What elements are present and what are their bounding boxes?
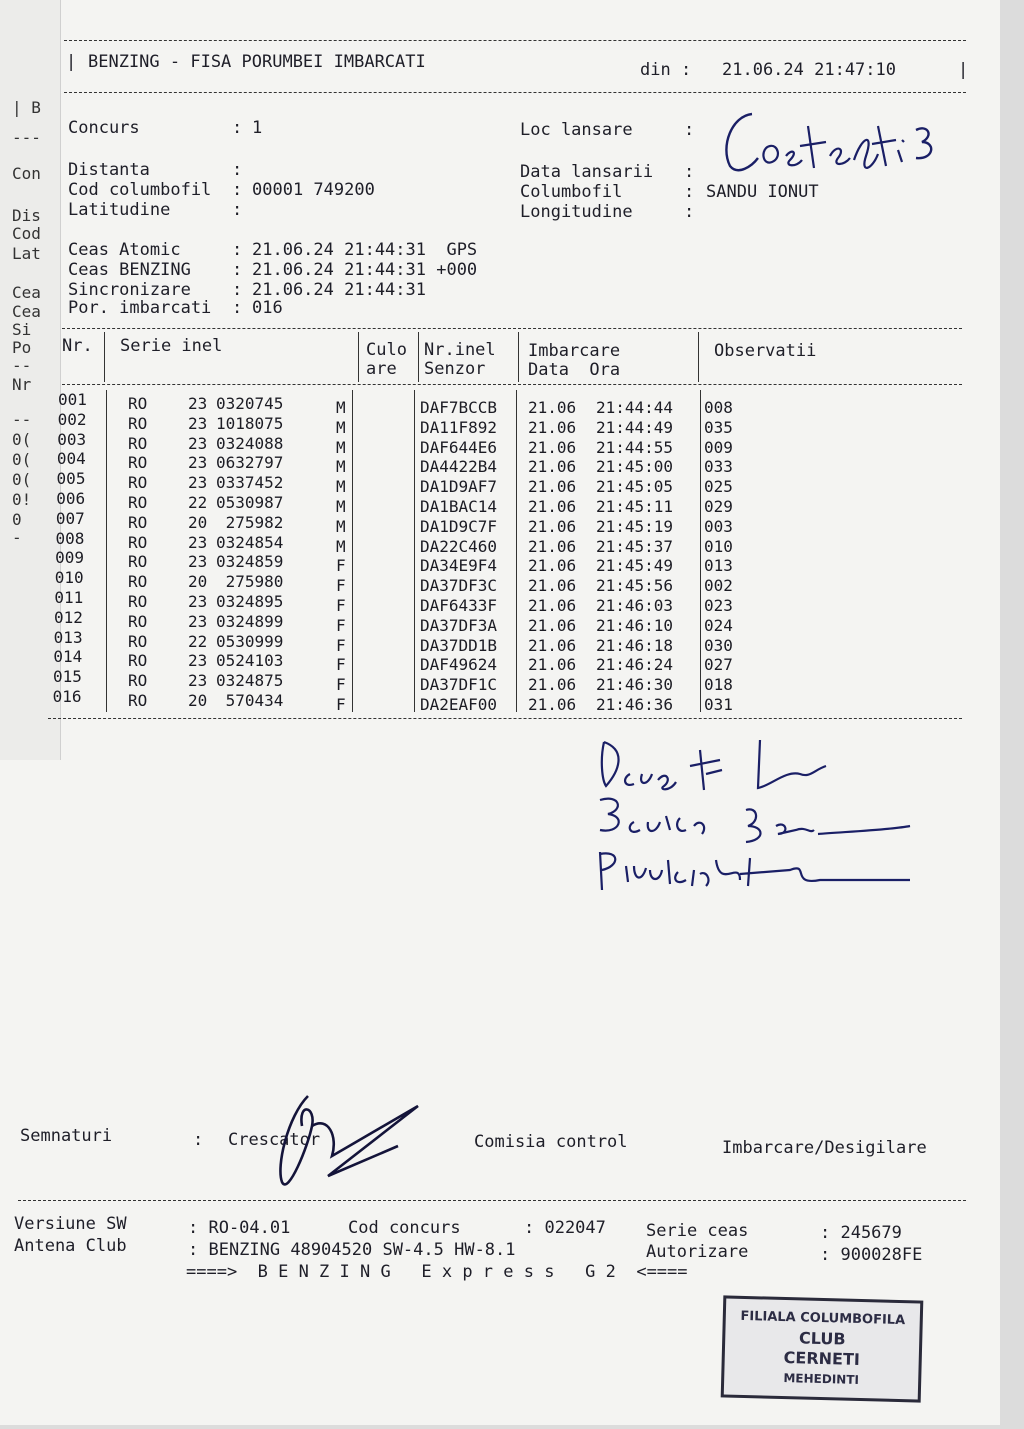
cell-observatii: 023 bbox=[704, 596, 733, 615]
under-sheet-fragment: 0! bbox=[12, 490, 32, 509]
cell-sex: F bbox=[336, 635, 346, 655]
cell-data: 21.06 bbox=[528, 457, 577, 477]
cell-ora: 21:46:18 bbox=[596, 635, 674, 655]
cell-tara: RO bbox=[128, 592, 148, 611]
cell-sex: F bbox=[336, 556, 346, 576]
cell-senzor: DA37DF3A bbox=[420, 615, 498, 635]
cell-ora: 21:46:24 bbox=[596, 655, 674, 675]
cell-nr: 009 bbox=[55, 548, 85, 568]
cell-sex: M bbox=[336, 398, 346, 417]
under-sheet-fragment: Nr bbox=[12, 375, 32, 394]
cell-tara: RO bbox=[128, 453, 148, 473]
cell-observatii: 033 bbox=[704, 457, 733, 477]
cell-serie: 0632797 bbox=[216, 453, 284, 473]
cell-ora: 21:45:37 bbox=[596, 536, 674, 556]
table-header-border bbox=[62, 384, 962, 385]
under-sheet-fragment: - bbox=[12, 528, 22, 547]
cell-serie: 0324895 bbox=[216, 592, 284, 611]
info-sep-right: : bbox=[684, 182, 695, 202]
signature-imbarcare-label: Imbarcare/Desigilare bbox=[722, 1138, 927, 1158]
cell-serie: 0324854 bbox=[216, 532, 284, 552]
cell-an: 23 bbox=[188, 473, 208, 493]
cell-sex: M bbox=[336, 516, 346, 536]
stamp-line-1: FILIALA COLUMBOFILA bbox=[740, 1308, 906, 1329]
cell-sex: M bbox=[336, 497, 346, 516]
cell-ora: 21:45:05 bbox=[596, 477, 674, 497]
cell-tara: RO bbox=[128, 651, 148, 671]
cell-ora: 21:44:44 bbox=[596, 398, 674, 417]
cell-an: 22 bbox=[188, 493, 208, 512]
footer-serie-ceas-label: Serie ceas bbox=[646, 1221, 749, 1241]
cell-nr: 016 bbox=[52, 687, 82, 706]
cell-ora: 21:46:30 bbox=[596, 675, 674, 695]
info-value-right: SANDU IONUT bbox=[706, 182, 819, 202]
cell-data: 21.06 bbox=[528, 655, 577, 675]
stamp-line-3: CERNETI bbox=[783, 1348, 861, 1369]
cell-senzor: DA2EAF00 bbox=[420, 695, 498, 714]
cell-observatii: 013 bbox=[704, 556, 733, 576]
info-sep-left: : bbox=[232, 118, 243, 138]
header-bottom-border bbox=[64, 92, 966, 93]
signature-comisia-label: Comisia control bbox=[474, 1132, 628, 1152]
footer-versiune-value: : RO-04.01 bbox=[188, 1218, 291, 1238]
info-sep-left: : bbox=[232, 200, 243, 220]
footer-autorizare-label: Autorizare bbox=[646, 1242, 749, 1262]
cell-senzor: DAF6433F bbox=[420, 596, 498, 615]
cell-ora: 21:45:56 bbox=[596, 576, 674, 596]
cell-ora: 21:44:55 bbox=[596, 437, 674, 457]
cell-nr: 006 bbox=[56, 489, 86, 508]
cell-senzor: DA34E9F4 bbox=[420, 556, 498, 576]
cell-data: 21.06 bbox=[528, 615, 577, 635]
cell-serie: 0324875 bbox=[216, 671, 284, 691]
cell-an: 23 bbox=[188, 413, 208, 433]
under-sheet-fragment: Cea bbox=[12, 283, 41, 302]
info-sep-left: : bbox=[232, 298, 243, 318]
cell-tara: RO bbox=[128, 631, 148, 651]
under-sheet-fragment: 0( bbox=[12, 430, 32, 449]
handwritten-location bbox=[712, 96, 942, 180]
info-sep-right: : bbox=[684, 120, 695, 140]
cell-serie: 0530987 bbox=[216, 493, 284, 512]
cell-observatii: 009 bbox=[704, 437, 733, 457]
table-bottom-border bbox=[48, 718, 962, 719]
under-sheet-fragment: | B bbox=[12, 98, 41, 117]
info-label-left: Distanta bbox=[68, 160, 150, 180]
cell-senzor: DA11F892 bbox=[420, 417, 498, 437]
cell-serie: 0324859 bbox=[216, 552, 284, 572]
cell-tara: RO bbox=[128, 493, 148, 512]
cell-data: 21.06 bbox=[528, 477, 577, 497]
cell-nr: 007 bbox=[55, 508, 85, 528]
cell-sex: F bbox=[336, 615, 346, 635]
cell-tara: RO bbox=[128, 413, 148, 433]
handwritten-notes bbox=[590, 730, 930, 900]
cell-observatii: 035 bbox=[704, 417, 733, 437]
cell-data: 21.06 bbox=[528, 536, 577, 556]
cell-ora: 21:46:36 bbox=[596, 695, 674, 714]
cell-serie: 275982 bbox=[216, 512, 284, 532]
cell-observatii: 002 bbox=[704, 576, 733, 596]
cell-sex: M bbox=[336, 457, 346, 477]
cell-sex: M bbox=[336, 477, 346, 497]
cell-tara: RO bbox=[128, 532, 148, 552]
cell-an: 23 bbox=[188, 552, 208, 572]
cell-sex: F bbox=[336, 576, 346, 596]
under-sheet-fragment: 0( bbox=[12, 470, 32, 489]
cell-observatii: 031 bbox=[704, 695, 733, 714]
cell-tara: RO bbox=[128, 691, 148, 710]
info-label-left: Sincronizare bbox=[68, 280, 191, 300]
under-sheet-fragment: Po bbox=[12, 338, 32, 357]
cell-nr: 014 bbox=[53, 647, 83, 667]
cell-nr: 003 bbox=[57, 429, 87, 449]
cell-ora: 21:46:10 bbox=[596, 615, 674, 635]
header-culoare-1: Culo bbox=[366, 340, 407, 360]
cell-tara: RO bbox=[128, 572, 148, 592]
cell-ora: 21:44:49 bbox=[596, 417, 674, 437]
cell-data: 21.06 bbox=[528, 675, 577, 695]
under-sheet-fragment: Lat bbox=[12, 244, 41, 263]
footer-banner: ====> B E N Z I N G E x p r e s s G 2 <==== bbox=[186, 1262, 688, 1282]
cell-senzor: DA4422B4 bbox=[420, 457, 498, 477]
stamp-line-4: MEHEDINTI bbox=[783, 1371, 860, 1387]
cell-data: 21.06 bbox=[528, 417, 577, 437]
cell-data: 21.06 bbox=[528, 556, 577, 576]
cell-sex: F bbox=[336, 675, 346, 695]
cell-ora: 21:45:19 bbox=[596, 516, 674, 536]
cell-nr: 002 bbox=[57, 409, 87, 429]
stamp-line-2: CLUB bbox=[798, 1328, 846, 1349]
club-stamp bbox=[721, 1295, 924, 1402]
header-imbarcare-1: Imbarcare bbox=[528, 341, 621, 361]
info-sep-left: : bbox=[232, 240, 243, 260]
cell-senzor: DA1D9C7F bbox=[420, 516, 498, 536]
under-sheet-fragment: Cod bbox=[12, 224, 41, 243]
cell-serie: 275980 bbox=[216, 572, 284, 592]
header-bar-right: | bbox=[958, 60, 969, 80]
cell-nr: 013 bbox=[53, 627, 83, 647]
under-sheet-fragment: Cea bbox=[12, 302, 41, 321]
cell-senzor: DA37DF1C bbox=[420, 675, 498, 695]
cell-serie: 0320745 bbox=[216, 394, 284, 413]
cell-ora: 21:45:00 bbox=[596, 457, 674, 477]
cell-observatii: 010 bbox=[704, 536, 733, 556]
cell-observatii: 030 bbox=[704, 635, 733, 655]
header-top-border bbox=[64, 40, 966, 41]
col-divider-senzor-body bbox=[516, 390, 517, 712]
info-label-right: Longitudine bbox=[520, 202, 633, 222]
cell-serie: 0530999 bbox=[216, 631, 284, 651]
signatures-sep: : bbox=[193, 1130, 204, 1150]
cell-senzor: DA37DF3C bbox=[420, 576, 498, 596]
footer-antena-label: Antena Club bbox=[14, 1236, 127, 1256]
info-value-left: 1 bbox=[252, 118, 263, 138]
info-value-left: 21.06.24 21:44:31 bbox=[252, 280, 426, 300]
footer-top-border bbox=[18, 1200, 966, 1201]
info-sep-left: : bbox=[232, 260, 243, 280]
col-divider-senzor bbox=[518, 332, 519, 382]
cell-data: 21.06 bbox=[528, 516, 577, 536]
cell-an: 23 bbox=[188, 651, 208, 671]
cell-an: 20 bbox=[188, 572, 208, 592]
cell-senzor: DA37DD1B bbox=[420, 635, 498, 655]
info-value-left: 21.06.24 21:44:31 GPS bbox=[252, 240, 478, 260]
cell-an: 20 bbox=[188, 691, 208, 710]
cell-tara: RO bbox=[128, 473, 148, 493]
cell-tara: RO bbox=[128, 552, 148, 572]
col-divider-culoare bbox=[418, 332, 419, 382]
header-imbarcare-2: Data Ora bbox=[528, 360, 621, 380]
col-divider-nr bbox=[104, 332, 105, 382]
cell-tara: RO bbox=[128, 671, 148, 691]
cell-serie: 570434 bbox=[216, 691, 284, 710]
footer-versiune-label: Versiune SW bbox=[14, 1214, 127, 1234]
under-sheet-fragment: -- bbox=[12, 410, 32, 429]
header-date-label: din : bbox=[640, 60, 692, 80]
cell-sex: M bbox=[336, 536, 346, 556]
cell-ora: 21:46:03 bbox=[596, 596, 674, 615]
cell-nr: 001 bbox=[58, 390, 87, 409]
cell-data: 21.06 bbox=[528, 398, 577, 417]
cell-an: 23 bbox=[188, 592, 208, 611]
header-bar-left: | bbox=[66, 52, 77, 72]
cell-ora: 21:45:11 bbox=[596, 497, 674, 516]
cell-observatii: 018 bbox=[704, 675, 733, 695]
header-serie-inel: Serie inel bbox=[120, 336, 223, 356]
cell-an: 23 bbox=[188, 611, 208, 631]
cell-serie: 1018075 bbox=[216, 413, 284, 433]
col-divider-imbarcare-body bbox=[700, 390, 701, 712]
col-divider-serie-body bbox=[352, 390, 353, 712]
cell-observatii: 027 bbox=[704, 655, 733, 675]
cell-observatii: 003 bbox=[704, 516, 733, 536]
cell-sex: F bbox=[336, 655, 346, 675]
under-sheet-fragment: 0 bbox=[12, 510, 22, 529]
cell-serie: 0524103 bbox=[216, 651, 284, 671]
info-sep-left: : bbox=[232, 280, 243, 300]
cell-data: 21.06 bbox=[528, 695, 577, 714]
cell-observatii: 024 bbox=[704, 615, 733, 635]
info-value-left: 21.06.24 21:44:31 +000 bbox=[252, 260, 478, 280]
footer-autorizare-value: : 900028FE bbox=[820, 1245, 923, 1265]
cell-nr: 011 bbox=[54, 588, 84, 607]
cell-serie: 0324088 bbox=[216, 433, 284, 453]
cell-data: 21.06 bbox=[528, 635, 577, 655]
under-sheet-fragment: -- bbox=[12, 356, 32, 375]
cell-sex: M bbox=[336, 417, 346, 437]
cell-nr: 005 bbox=[56, 469, 86, 489]
cell-an: 23 bbox=[188, 433, 208, 453]
info-label-left: Latitudine bbox=[68, 200, 171, 220]
table-top-border bbox=[62, 328, 962, 329]
info-label-left: Ceas BENZING bbox=[68, 260, 191, 280]
cell-an: 23 bbox=[188, 453, 208, 473]
header-date-value: 21.06.24 21:47:10 bbox=[722, 60, 896, 80]
cell-sex: F bbox=[336, 695, 346, 714]
cell-data: 21.06 bbox=[528, 596, 577, 615]
header-culoare-2: are bbox=[366, 359, 397, 379]
cell-an: 22 bbox=[188, 631, 208, 651]
col-divider-imbarcare bbox=[698, 332, 699, 382]
cell-nr: 004 bbox=[56, 449, 86, 469]
cell-ora: 21:45:49 bbox=[596, 556, 674, 576]
cell-observatii: 029 bbox=[704, 497, 733, 516]
header-title: BENZING - FISA PORUMBEI IMBARCATI bbox=[88, 52, 426, 72]
info-sep-right: : bbox=[684, 202, 695, 222]
cell-nr: 012 bbox=[54, 607, 83, 627]
cell-senzor: DA22C460 bbox=[420, 536, 498, 556]
footer-serie-ceas-value: : 245679 bbox=[820, 1223, 902, 1243]
info-label-left: Concurs bbox=[68, 118, 140, 138]
cell-nr: 010 bbox=[54, 568, 84, 588]
info-label-left: Por. imbarcati bbox=[68, 298, 212, 318]
info-value-left: 00001 749200 bbox=[252, 180, 375, 200]
col-divider-nr-body bbox=[106, 390, 107, 712]
info-label-right: Loc lansare bbox=[520, 120, 633, 140]
info-value-left: 016 bbox=[252, 298, 283, 318]
col-divider-serie bbox=[358, 332, 359, 382]
cell-an: 20 bbox=[188, 512, 208, 532]
crescator-signature bbox=[268, 1086, 428, 1196]
cell-senzor: DA1D9AF7 bbox=[420, 477, 498, 497]
header-observatii: Observatii bbox=[714, 341, 817, 361]
cell-tara: RO bbox=[128, 394, 148, 413]
info-label-right: Data lansarii bbox=[520, 162, 654, 182]
info-label-left: Cod columbofil bbox=[68, 180, 212, 200]
cell-observatii: 025 bbox=[704, 477, 733, 497]
cell-senzor: DA1BAC14 bbox=[420, 497, 498, 516]
signatures-label: Semnaturi bbox=[20, 1126, 113, 1146]
under-sheet-fragment: Con bbox=[12, 164, 41, 183]
info-sep-right: : bbox=[684, 162, 695, 182]
under-sheet-fragment: 0( bbox=[12, 450, 32, 469]
cell-serie: 0337452 bbox=[216, 473, 284, 493]
cell-an: 23 bbox=[188, 671, 208, 691]
cell-data: 21.06 bbox=[528, 497, 577, 516]
cell-senzor: DAF7BCCB bbox=[420, 398, 498, 417]
cell-data: 21.06 bbox=[528, 437, 577, 457]
under-sheet-fragment: Si bbox=[12, 320, 32, 339]
signature-crescator-label: Crescator bbox=[228, 1130, 321, 1150]
cell-tara: RO bbox=[128, 433, 148, 453]
cell-nr: 008 bbox=[55, 528, 85, 548]
footer-cod-concurs-value: : 022047 bbox=[524, 1218, 606, 1238]
cell-senzor: DAF644E6 bbox=[420, 437, 498, 457]
cell-senzor: DAF49624 bbox=[420, 655, 498, 675]
header-nr: Nr. bbox=[62, 336, 93, 356]
cell-tara: RO bbox=[128, 512, 148, 532]
footer-cod-concurs-label: Cod concurs bbox=[348, 1218, 461, 1238]
info-label-right: Columbofil bbox=[520, 182, 623, 202]
footer-antena-value: : BENZING 48904520 SW-4.5 HW-8.1 bbox=[188, 1240, 516, 1260]
col-divider-culoare-body bbox=[414, 390, 415, 712]
cell-nr: 015 bbox=[52, 667, 82, 687]
cell-data: 21.06 bbox=[528, 576, 577, 596]
cell-tara: RO bbox=[128, 611, 148, 631]
cell-an: 23 bbox=[188, 532, 208, 552]
info-label-left: Ceas Atomic bbox=[68, 240, 181, 260]
cell-sex: M bbox=[336, 437, 346, 457]
info-sep-left: : bbox=[232, 160, 243, 180]
info-sep-left: : bbox=[232, 180, 243, 200]
cell-observatii: 008 bbox=[704, 398, 733, 417]
under-sheet-fragment: --- bbox=[12, 128, 41, 147]
under-sheet-fragment: Dis bbox=[12, 206, 41, 225]
header-nrinel-1: Nr.inel bbox=[424, 340, 496, 360]
header-nrinel-2: Senzor bbox=[424, 359, 486, 379]
cell-an: 23 bbox=[188, 394, 208, 413]
cell-serie: 0324899 bbox=[216, 611, 284, 631]
cell-sex: F bbox=[336, 596, 346, 615]
